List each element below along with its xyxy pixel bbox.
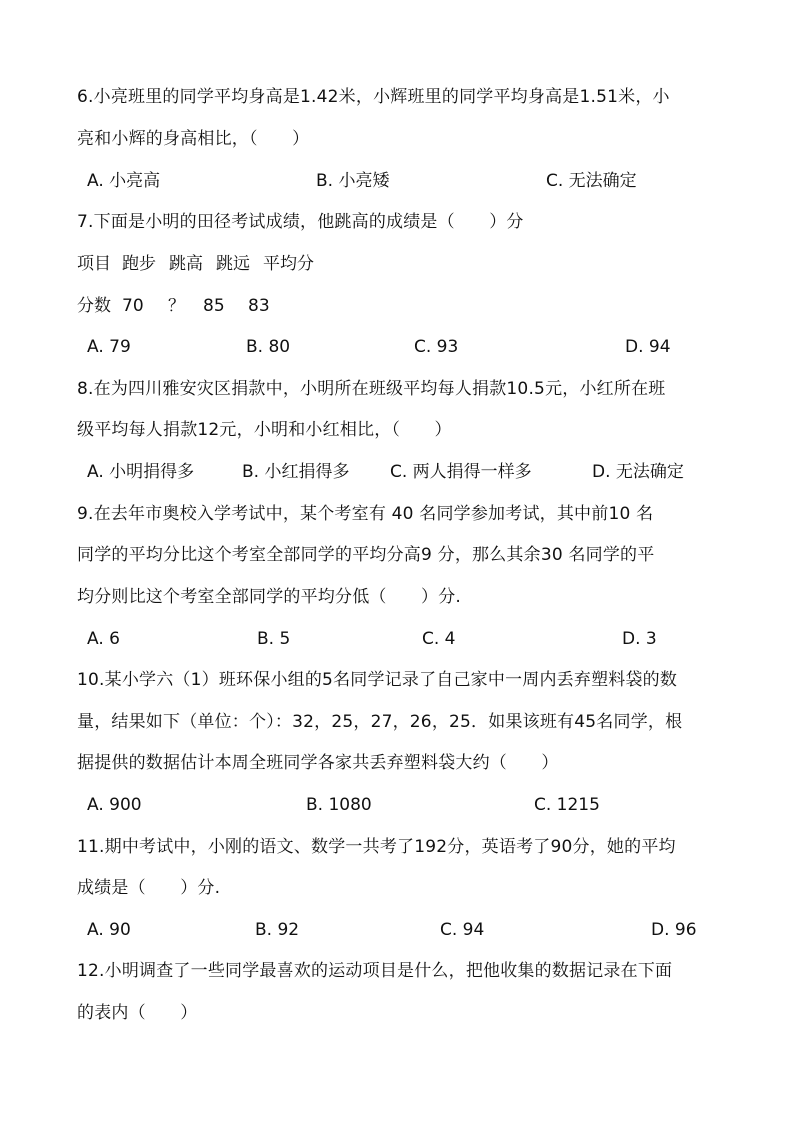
question-9-option-d: D. 3: [622, 629, 657, 649]
question-8-line-1: 8.在为四川雅安灾区捐款中，小明所在班级平均每人捐款10.5元，小红所在班: [77, 379, 666, 399]
question-9-option-b: B. 5: [257, 629, 291, 649]
question-11-line-1: 11.期中考试中，小刚的语文、数学一共考了192分，英语考了90分，她的平均: [77, 837, 676, 857]
table-cell: 70: [122, 296, 144, 316]
question-7-option-c: C. 93: [414, 337, 459, 357]
question-6-option-a: A. 小亮高: [87, 171, 161, 191]
question-8-option-a: A. 小明捐得多: [87, 462, 195, 482]
question-8-option-c: C. 两人捐得一样多: [390, 462, 532, 482]
question-7-option-d: D. 94: [625, 337, 671, 357]
table-header-cell: 平均分: [263, 254, 314, 274]
question-11-option-d: D. 96: [651, 920, 697, 940]
question-6-option-c: C. 无法确定: [546, 171, 637, 191]
table-cell: 83: [248, 296, 270, 316]
table-header-cell: 跑步: [122, 254, 156, 274]
question-10-line-3: 据提供的数据估计本周全班同学各家共丢弃塑料袋大约（ ）: [77, 753, 559, 773]
question-7-line-1: 7.下面是小明的田径考试成绩，他跳高的成绩是（ ）分: [77, 212, 524, 232]
table-cell: 分数: [77, 296, 111, 316]
question-11-option-c: C. 94: [440, 920, 485, 940]
question-11-option-b: B. 92: [255, 920, 300, 940]
question-10-line-1: 10.某小学六（1）班环保小组的5名同学记录了自己家中一周内丢弃塑料袋的数: [77, 670, 678, 690]
table-header-cell: 跳高: [169, 254, 203, 274]
question-8-option-b: B. 小红捐得多: [242, 462, 350, 482]
question-11-option-a: A. 90: [87, 920, 131, 940]
question-10-option-b: B. 1080: [306, 795, 372, 815]
table-cell: 85: [203, 296, 225, 316]
question-10-line-2: 量，结果如下（单位：个）：32，25，27，26，25．如果该班有45名同学，根: [77, 712, 683, 732]
question-7-option-a: A. 79: [87, 337, 131, 357]
question-9-option-c: C. 4: [422, 629, 456, 649]
table-header-cell: 跳远: [216, 254, 250, 274]
question-11-line-2: 成绩是（ ）分.: [77, 878, 221, 898]
question-6-line-1: 6.小亮班里的同学平均身高是1.42米，小辉班里的同学平均身高是1.51米，小: [77, 87, 670, 107]
question-12-line-2: 的表内（ ）: [77, 1003, 198, 1023]
question-9-line-2: 同学的平均分比这个考室全部同学的平均分高9 分，那么其余30 名同学的平: [77, 545, 655, 565]
question-6-line-2: 亮和小辉的身高相比，（ ）: [77, 129, 310, 149]
question-8-line-2: 级平均每人捐款12元，小明和小红相比，（ ）: [77, 420, 452, 440]
question-9-line-3: 均分则比这个考室全部同学的平均分低（ ）分.: [77, 587, 462, 607]
table-header-cell: 项目: [77, 254, 111, 274]
question-9-line-1: 9.在去年市奥校入学考试中，某个考室有 40 名同学参加考试，其中前10 名: [77, 504, 654, 524]
table-cell: ？: [168, 296, 185, 316]
question-6-option-b: B. 小亮矮: [316, 171, 390, 191]
question-12-line-1: 12.小明调查了一些同学最喜欢的运动项目是什么，把他收集的数据记录在下面: [77, 961, 673, 981]
question-7-option-b: B. 80: [246, 337, 291, 357]
question-10-option-a: A. 900: [87, 795, 142, 815]
question-8-option-d: D. 无法确定: [592, 462, 684, 482]
question-10-option-c: C. 1215: [534, 795, 600, 815]
question-9-option-a: A. 6: [87, 629, 120, 649]
